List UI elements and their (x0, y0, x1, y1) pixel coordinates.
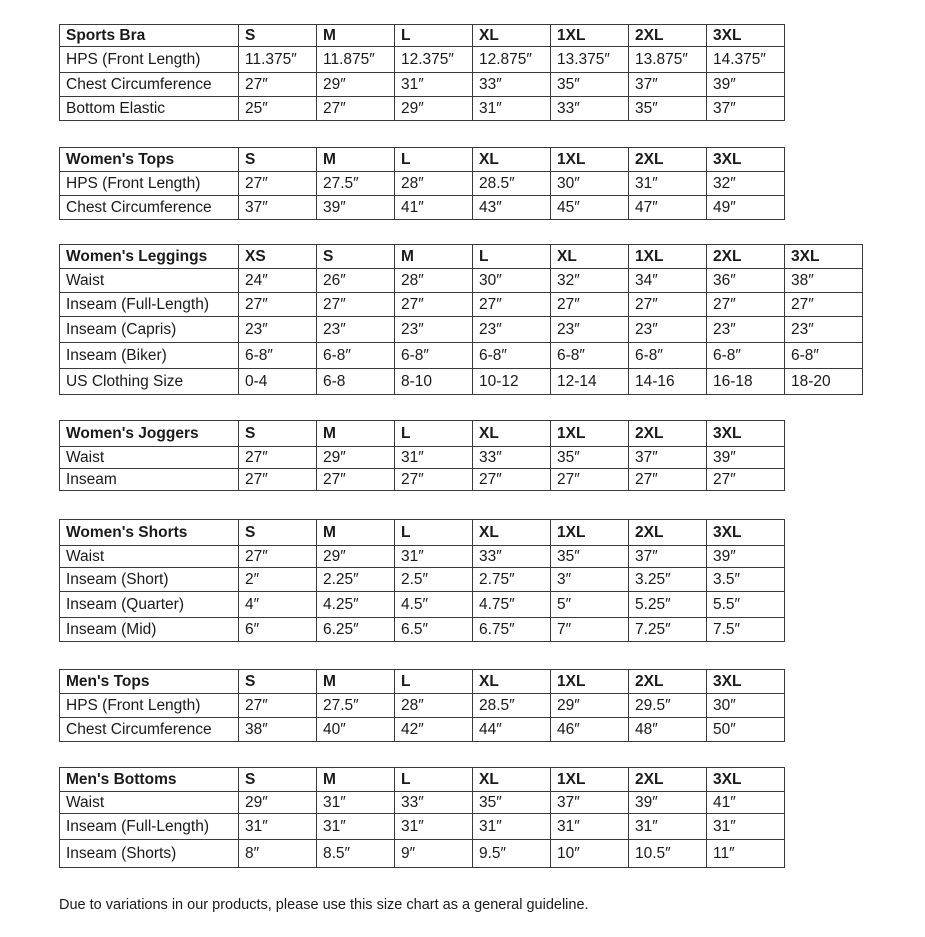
measurement-value: 9.5″ (473, 840, 551, 868)
size-header-cell: 1XL (551, 148, 629, 172)
measurement-value: 27″ (551, 469, 629, 491)
sports-bra-size-table (59, 24, 785, 121)
size-header-cell: M (317, 520, 395, 546)
measurement-value: 7.5″ (707, 618, 785, 642)
measurement-label: Inseam (60, 469, 239, 491)
measurement-value: 38″ (239, 718, 317, 742)
measurement-value: 23″ (785, 317, 863, 343)
table-row (60, 618, 785, 642)
table-row (60, 369, 863, 395)
measurement-value: 27″ (239, 447, 317, 469)
measurement-value: 5″ (551, 592, 629, 618)
measurement-value: 30″ (707, 694, 785, 718)
measurement-value: 27″ (473, 469, 551, 491)
measurement-value: 30″ (473, 269, 551, 293)
measurement-value: 6-8″ (707, 343, 785, 369)
measurement-label: Inseam (Biker) (60, 343, 239, 369)
measurement-value: 25″ (239, 97, 317, 121)
size-header-cell: XL (473, 520, 551, 546)
measurement-value: 28″ (395, 694, 473, 718)
measurement-value: 14-16 (629, 369, 707, 395)
measurement-value: 27″ (239, 694, 317, 718)
size-header-cell: M (317, 25, 395, 47)
measurement-label: Inseam (Full-Length) (60, 293, 239, 317)
measurement-label: HPS (Front Length) (60, 694, 239, 718)
measurement-value: 31″ (629, 814, 707, 840)
table-header-row (60, 25, 785, 47)
size-header-cell: XL (551, 245, 629, 269)
measurement-value: 23″ (473, 317, 551, 343)
measurement-value: 27″ (317, 97, 395, 121)
measurement-value: 0-4 (239, 369, 317, 395)
size-header-cell: XL (473, 421, 551, 447)
table-title: Men's Bottoms (60, 768, 239, 792)
measurement-value: 47″ (629, 196, 707, 220)
size-header-cell: M (317, 768, 395, 792)
mens-tops-size-table (59, 669, 785, 742)
measurement-value: 39″ (707, 546, 785, 568)
measurement-value: 13.875″ (629, 47, 707, 73)
measurement-value: 27″ (395, 293, 473, 317)
measurement-value: 42″ (395, 718, 473, 742)
measurement-value: 27″ (239, 469, 317, 491)
table-header-row (60, 245, 863, 269)
measurement-value: 37″ (551, 792, 629, 814)
measurement-value: 28″ (395, 269, 473, 293)
size-chart-disclaimer: Due to variations in our products, please use this size chart as a general guideline. (59, 897, 589, 913)
measurement-value: 44″ (473, 718, 551, 742)
measurement-value: 33″ (473, 546, 551, 568)
table-row (60, 840, 785, 868)
measurement-value: 23″ (317, 317, 395, 343)
measurement-label: Waist (60, 792, 239, 814)
measurement-value: 29″ (395, 97, 473, 121)
table-row (60, 447, 785, 469)
table-header-row (60, 148, 785, 172)
measurement-value: 34″ (629, 269, 707, 293)
measurement-label: Inseam (Full-Length) (60, 814, 239, 840)
measurement-value: 27″ (317, 469, 395, 491)
size-header-cell: M (395, 245, 473, 269)
measurement-value: 31″ (317, 792, 395, 814)
table-row (60, 293, 863, 317)
size-header-cell: 3XL (707, 25, 785, 47)
size-header-cell: S (239, 520, 317, 546)
measurement-value: 14.375″ (707, 47, 785, 73)
measurement-value: 23″ (551, 317, 629, 343)
measurement-value: 6-8″ (317, 343, 395, 369)
size-header-cell: 2XL (629, 421, 707, 447)
measurement-value: 6-8″ (785, 343, 863, 369)
size-header-cell: 2XL (629, 670, 707, 694)
measurement-value: 8″ (239, 840, 317, 868)
table-header-row (60, 520, 785, 546)
measurement-value: 39″ (317, 196, 395, 220)
size-header-cell: XL (473, 25, 551, 47)
table-row (60, 73, 785, 97)
measurement-value: 4.25″ (317, 592, 395, 618)
size-header-cell: XL (473, 670, 551, 694)
measurement-value: 36″ (707, 269, 785, 293)
size-header-cell: S (239, 670, 317, 694)
measurement-value: 28″ (395, 172, 473, 196)
measurement-value: 27″ (629, 293, 707, 317)
size-header-cell: 1XL (629, 245, 707, 269)
measurement-label: Waist (60, 447, 239, 469)
measurement-value: 6-8″ (473, 343, 551, 369)
measurement-value: 6-8″ (551, 343, 629, 369)
size-header-cell: S (317, 245, 395, 269)
measurement-value: 29″ (239, 792, 317, 814)
measurement-label: Chest Circumference (60, 73, 239, 97)
measurement-value: 39″ (707, 73, 785, 97)
size-header-cell: L (395, 25, 473, 47)
measurement-value: 31″ (395, 814, 473, 840)
measurement-value: 6.5″ (395, 618, 473, 642)
size-header-cell: M (317, 148, 395, 172)
measurement-value: 7.25″ (629, 618, 707, 642)
measurement-value: 39″ (629, 792, 707, 814)
measurement-value: 33″ (473, 73, 551, 97)
measurement-value: 31″ (395, 447, 473, 469)
measurement-value: 27″ (239, 73, 317, 97)
size-header-cell: 3XL (707, 768, 785, 792)
size-header-cell: L (395, 520, 473, 546)
measurement-value: 29″ (317, 73, 395, 97)
measurement-value: 32″ (551, 269, 629, 293)
measurement-value: 29″ (317, 546, 395, 568)
measurement-value: 24″ (239, 269, 317, 293)
table-title: Women's Shorts (60, 520, 239, 546)
size-header-cell: 1XL (551, 768, 629, 792)
measurement-value: 32″ (707, 172, 785, 196)
size-header-cell: L (395, 148, 473, 172)
measurement-value: 27″ (395, 469, 473, 491)
measurement-value: 4.75″ (473, 592, 551, 618)
measurement-value: 6″ (239, 618, 317, 642)
measurement-value: 40″ (317, 718, 395, 742)
measurement-value: 13.375″ (551, 47, 629, 73)
measurement-value: 28.5″ (473, 172, 551, 196)
womens-joggers-size-table (59, 420, 785, 491)
measurement-value: 50″ (707, 718, 785, 742)
measurement-label: Inseam (Short) (60, 568, 239, 592)
table-title: Women's Tops (60, 148, 239, 172)
measurement-value: 6.25″ (317, 618, 395, 642)
measurement-value: 37″ (629, 73, 707, 97)
size-header-cell: 3XL (707, 421, 785, 447)
measurement-value: 27″ (239, 172, 317, 196)
measurement-value: 35″ (473, 792, 551, 814)
measurement-value: 9″ (395, 840, 473, 868)
measurement-value: 23″ (239, 317, 317, 343)
measurement-value: 27″ (473, 293, 551, 317)
measurement-value: 31″ (473, 97, 551, 121)
measurement-value: 6-8″ (629, 343, 707, 369)
measurement-value: 27″ (551, 293, 629, 317)
measurement-value: 10-12 (473, 369, 551, 395)
measurement-value: 29″ (551, 694, 629, 718)
measurement-value: 45″ (551, 196, 629, 220)
size-header-cell: S (239, 768, 317, 792)
measurement-label: Waist (60, 269, 239, 293)
measurement-value: 41″ (395, 196, 473, 220)
table-row (60, 317, 863, 343)
womens-shorts-size-table (59, 519, 785, 642)
measurement-value: 6-8″ (395, 343, 473, 369)
measurement-value: 8-10 (395, 369, 473, 395)
table-row (60, 196, 785, 220)
table-header-row (60, 421, 785, 447)
measurement-value: 27.5″ (317, 694, 395, 718)
measurement-value: 10.5″ (629, 840, 707, 868)
size-header-cell: 2XL (629, 520, 707, 546)
measurement-value: 12.875″ (473, 47, 551, 73)
measurement-value: 31″ (551, 814, 629, 840)
table-row (60, 814, 785, 840)
table-row (60, 568, 785, 592)
measurement-value: 31″ (629, 172, 707, 196)
measurement-value: 27″ (707, 469, 785, 491)
measurement-value: 35″ (629, 97, 707, 121)
measurement-value: 41″ (707, 792, 785, 814)
table-row (60, 546, 785, 568)
measurement-value: 31″ (707, 814, 785, 840)
measurement-value: 23″ (395, 317, 473, 343)
measurement-label: Bottom Elastic (60, 97, 239, 121)
size-header-cell: XL (473, 148, 551, 172)
table-row (60, 269, 863, 293)
measurement-value: 5.5″ (707, 592, 785, 618)
table-title: Sports Bra (60, 25, 239, 47)
measurement-value: 27″ (629, 469, 707, 491)
table-row (60, 718, 785, 742)
measurement-value: 12.375″ (395, 47, 473, 73)
size-header-cell: L (395, 670, 473, 694)
measurement-value: 33″ (551, 97, 629, 121)
measurement-value: 31″ (239, 814, 317, 840)
measurement-value: 31″ (395, 546, 473, 568)
measurement-value: 6-8 (317, 369, 395, 395)
measurement-value: 38″ (785, 269, 863, 293)
measurement-value: 11″ (707, 840, 785, 868)
measurement-value: 27.5″ (317, 172, 395, 196)
measurement-value: 4″ (239, 592, 317, 618)
measurement-label: Inseam (Quarter) (60, 592, 239, 618)
measurement-label: Inseam (Mid) (60, 618, 239, 642)
size-header-cell: XS (239, 245, 317, 269)
measurement-value: 23″ (629, 317, 707, 343)
size-header-cell: S (239, 148, 317, 172)
measurement-value: 2.5″ (395, 568, 473, 592)
measurement-label: Inseam (Capris) (60, 317, 239, 343)
measurement-value: 27″ (239, 546, 317, 568)
measurement-value: 37″ (629, 546, 707, 568)
table-row (60, 47, 785, 73)
size-header-cell: 3XL (785, 245, 863, 269)
size-header-cell: M (317, 421, 395, 447)
table-row (60, 343, 863, 369)
table-row (60, 592, 785, 618)
size-header-cell: S (239, 25, 317, 47)
table-title: Women's Leggings (60, 245, 239, 269)
measurement-value: 18-20 (785, 369, 863, 395)
measurement-value: 12-14 (551, 369, 629, 395)
mens-bottoms-size-table (59, 767, 785, 868)
measurement-label: HPS (Front Length) (60, 172, 239, 196)
measurement-value: 6.75″ (473, 618, 551, 642)
measurement-value: 28.5″ (473, 694, 551, 718)
measurement-value: 23″ (707, 317, 785, 343)
measurement-value: 11.875″ (317, 47, 395, 73)
measurement-value: 8.5″ (317, 840, 395, 868)
measurement-value: 26″ (317, 269, 395, 293)
table-row (60, 469, 785, 491)
size-header-cell: 2XL (629, 148, 707, 172)
measurement-value: 27″ (239, 293, 317, 317)
measurement-value: 33″ (395, 792, 473, 814)
measurement-value: 27″ (785, 293, 863, 317)
measurement-value: 10″ (551, 840, 629, 868)
measurement-value: 27″ (707, 293, 785, 317)
measurement-value: 33″ (473, 447, 551, 469)
size-header-cell: 1XL (551, 25, 629, 47)
measurement-value: 37″ (239, 196, 317, 220)
measurement-label: Chest Circumference (60, 196, 239, 220)
size-header-cell: 2XL (629, 768, 707, 792)
measurement-value: 4.5″ (395, 592, 473, 618)
measurement-label: Waist (60, 546, 239, 568)
table-row (60, 694, 785, 718)
measurement-value: 30″ (551, 172, 629, 196)
measurement-value: 29.5″ (629, 694, 707, 718)
size-header-cell: L (395, 768, 473, 792)
measurement-label: US Clothing Size (60, 369, 239, 395)
measurement-value: 3″ (551, 568, 629, 592)
measurement-label: Chest Circumference (60, 718, 239, 742)
measurement-value: 35″ (551, 447, 629, 469)
measurement-value: 48″ (629, 718, 707, 742)
measurement-value: 39″ (707, 447, 785, 469)
measurement-label: HPS (Front Length) (60, 47, 239, 73)
measurement-value: 27″ (317, 293, 395, 317)
measurement-value: 2.25″ (317, 568, 395, 592)
measurement-value: 31″ (395, 73, 473, 97)
measurement-value: 6-8″ (239, 343, 317, 369)
table-row (60, 792, 785, 814)
size-header-cell: 3XL (707, 520, 785, 546)
measurement-value: 37″ (707, 97, 785, 121)
measurement-value: 31″ (317, 814, 395, 840)
measurement-value: 49″ (707, 196, 785, 220)
size-header-cell: L (395, 421, 473, 447)
measurement-value: 35″ (551, 546, 629, 568)
measurement-value: 2″ (239, 568, 317, 592)
size-header-cell: XL (473, 768, 551, 792)
table-title: Men's Tops (60, 670, 239, 694)
womens-tops-size-table (59, 147, 785, 220)
measurement-value: 35″ (551, 73, 629, 97)
womens-leggings-size-table (59, 244, 863, 395)
measurement-value: 5.25″ (629, 592, 707, 618)
size-header-cell: 2XL (629, 25, 707, 47)
measurement-value: 7″ (551, 618, 629, 642)
table-header-row (60, 670, 785, 694)
size-header-cell: S (239, 421, 317, 447)
measurement-label: Inseam (Shorts) (60, 840, 239, 868)
size-header-cell: 2XL (707, 245, 785, 269)
table-header-row (60, 768, 785, 792)
table-title: Women's Joggers (60, 421, 239, 447)
measurement-value: 46″ (551, 718, 629, 742)
measurement-value: 43″ (473, 196, 551, 220)
measurement-value: 31″ (473, 814, 551, 840)
size-header-cell: L (473, 245, 551, 269)
size-header-cell: 1XL (551, 421, 629, 447)
size-header-cell: 1XL (551, 520, 629, 546)
size-header-cell: 3XL (707, 670, 785, 694)
measurement-value: 29″ (317, 447, 395, 469)
size-header-cell: 3XL (707, 148, 785, 172)
measurement-value: 3.5″ (707, 568, 785, 592)
size-header-cell: M (317, 670, 395, 694)
table-row (60, 97, 785, 121)
measurement-value: 3.25″ (629, 568, 707, 592)
measurement-value: 2.75″ (473, 568, 551, 592)
measurement-value: 11.375″ (239, 47, 317, 73)
measurement-value: 37″ (629, 447, 707, 469)
measurement-value: 16-18 (707, 369, 785, 395)
table-row (60, 172, 785, 196)
size-header-cell: 1XL (551, 670, 629, 694)
